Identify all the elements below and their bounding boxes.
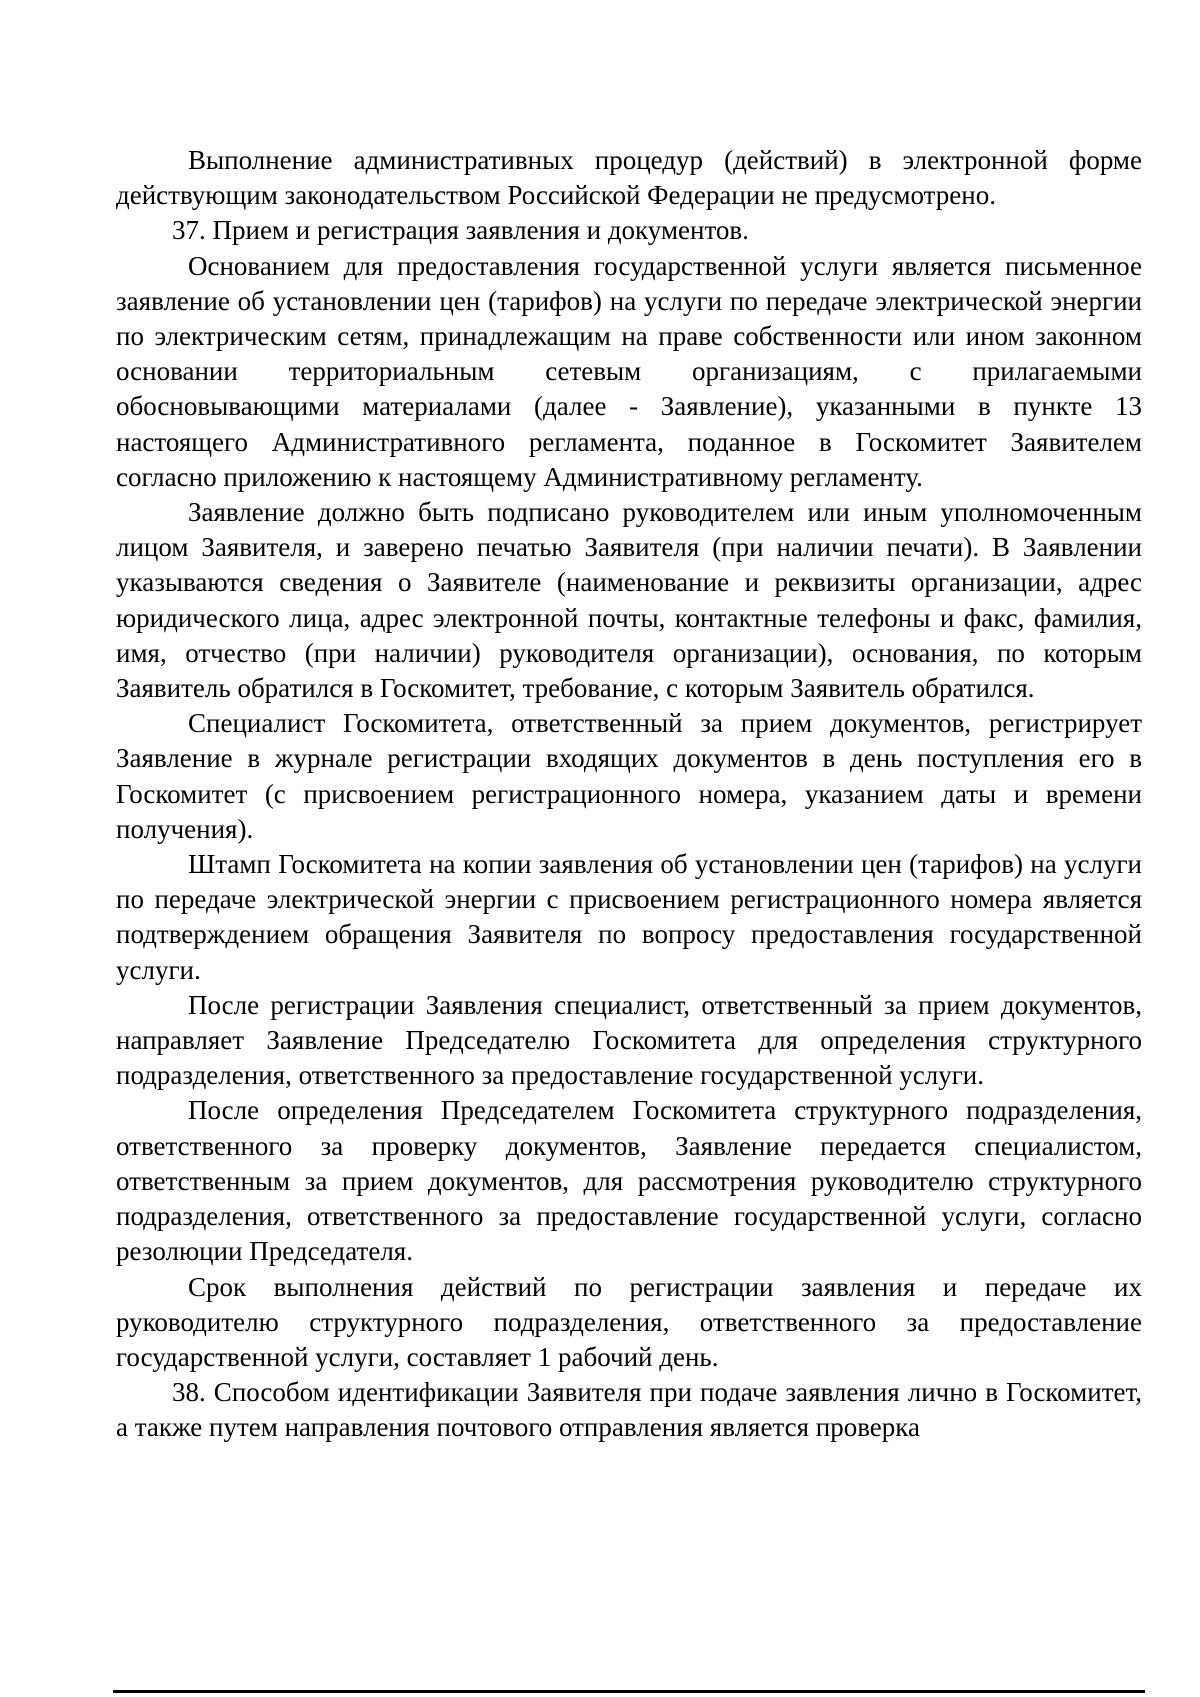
paragraph-transfer-to-department: После определения Председателем Госкомитета структурного подразделения, ответственного за проверку документов, Заявление передается специалистом, ответственным за прием документов, для рассмотрения руководителю структурного подразделения, ответственного за предоставление государственной услуги, согласно резолюции Председателя.: [116, 1095, 1142, 1267]
paragraph-electronic-form: Выполнение административных процедур (действий) в электронной форме действующим законодательством Российской Федерации не предусмотрено.: [116, 145, 1142, 211]
paragraph-stamp-confirmation: Штамп Госкомитета на копии заявления об установлении цен (тарифов) на услуги по передаче электрической энергии с присвоением регистрационного номера является подтверждением обращения Заявителя по вопросу предоставления государственной услуги.: [116, 849, 1142, 985]
paragraph-forwarding-to-chairman: После регистрации Заявления специалист, ответственный за прием документов, направляет Заявление Председателю Госкомитета для определения структурного подразделения, ответственного за предоставление государственной услуги.: [116, 989, 1142, 1091]
paragraph-registration-deadline: Срок выполнения действий по регистрации заявления и передаче их руководителю структурного подразделения, ответственного за предоставление государственной услуги, составляет 1 рабочий день.: [116, 1271, 1142, 1372]
footer-divider-line: [113, 1690, 1145, 1693]
paragraph-item-37-heading: 37. Прием и регистрация заявления и документов.: [172, 215, 749, 246]
paragraph-application-signature: Заявление должно быть подписано руководителем или иным уполномоченным лицом Заявителя, и заверено печатью Заявителя (при наличии печати). В Заявлении указываются сведения о Заявителе (наименование и реквизиты организации, адрес юридического лица, адрес электронной почты, контактные телефоны и факс, фамилия, имя, отчество (при наличии) руководителя организации), основания, по которым Заявитель обратился в Госкомитет, требование, с которым Заявитель обратился.: [116, 497, 1142, 704]
paragraph-basis-for-service: Основанием для предоставления государственной услуги является письменное заявление об установлении цен (тарифов) на услуги по передаче электрической энергии по электрическим сетям, принадлежащим на праве собственности или ином законном основании территориальным сетевым организациям, с прилагаемыми обосновывающими материалами (далее - Заявление), указанными в пункте 13 настоящего Административного регламента, поданное в Госкомитет Заявителем согласно приложению к настоящему Административному регламенту.: [116, 250, 1142, 492]
paragraph-registration-by-specialist: Специалист Госкомитета, ответственный за прием документов, регистрирует Заявление в журнале регистрации входящих документов в день поступления его в Госкомитет (с присвоением регистрационного номера, указанием даты и времени получения).: [116, 708, 1142, 844]
paragraph-item-38-identification: 38. Способом идентификации Заявителя при подаче заявления лично в Госкомитет, а также путем направления почтового отправления является проверка: [116, 1377, 1142, 1443]
document-body: [116, 143, 1142, 1446]
